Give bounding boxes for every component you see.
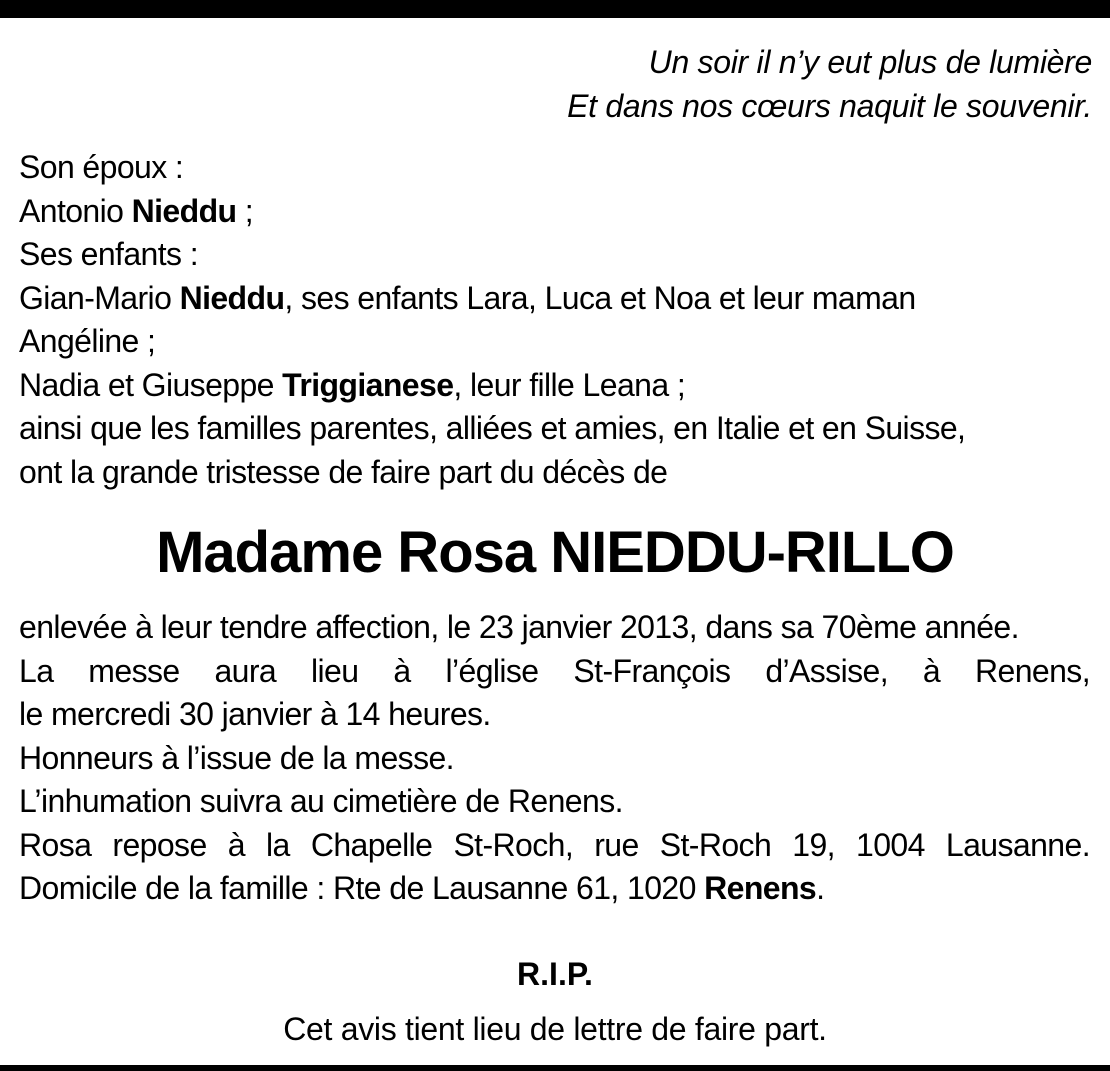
mass-line-2: le mercredi 30 janvier à 14 heures. [19,696,491,732]
family-list [19,146,1094,494]
children-heading: Ses enfants : [19,236,198,272]
resting-place-line: Rosa repose à la Chapelle St-Roch, rue St-Roch 19, 1004 Lausanne. [19,826,1090,863]
epigraph-line-1: Un soir il n’y eut plus de lumière [648,44,1092,80]
bottom-border-rule [0,1065,1110,1071]
mass-line-1: La messe aura lieu à l’église St-François d’Assise, à Renens, [19,652,1090,689]
domicile-address: Domicile de la famille : Rte de Lausanne 61, 1020 [19,870,705,906]
epigraph-line-2: Et dans nos cœurs naquit le souvenir. [567,88,1092,124]
deceased-name: Madame Rosa NIEDDU-RILLO [156,520,954,585]
child-2-details: , leur fille Leana ; [453,366,686,403]
spouse-last-name: Nieddu [131,192,237,229]
spouse-line [19,190,1094,234]
child-1-last-name: Nieddu [179,279,285,316]
rip-text: R.I.P. [517,956,593,992]
child-1-first-name: Gian-Mario [19,279,180,316]
child-2-first-names: Nadia et Giuseppe [19,366,283,403]
child-2-last-name: Triggianese [282,366,454,403]
burial-line: L’inhumation suivra au cimetière de Renens. [19,783,623,819]
honours-line: Honneurs à l’issue de la messe. [19,739,454,776]
child-1-details: , ses enfants Lara, Luca et Noa et leur maman [284,279,916,316]
domicile-line-end: . [816,870,825,906]
extended-family-line: ainsi que les familles parentes, alliées et amies, en Italie et en Suisse, [19,410,966,446]
domicile-city: Renens [704,870,817,906]
child-1-line [19,277,1094,321]
announcement-line: ont la grande tristesse de faire part du décès de [19,453,668,490]
notice-text: Cet avis tient lieu de lettre de faire part. [283,1011,827,1047]
domicile-line [19,867,1090,911]
spouse-first-name: Antonio [19,192,132,229]
passing-text: enlevée à leur tendre affection, le 23 janvier 2013, dans sa 70ème année. [19,609,1019,645]
service-details [19,606,1090,911]
child-2-line [19,364,1094,408]
epigraph [567,40,1092,128]
child-1-line-continued: Angéline ; [19,323,156,359]
spouse-heading: Son époux : [19,149,184,185]
spouse-line-end: ; [236,192,254,229]
top-border-rule [0,0,1110,18]
